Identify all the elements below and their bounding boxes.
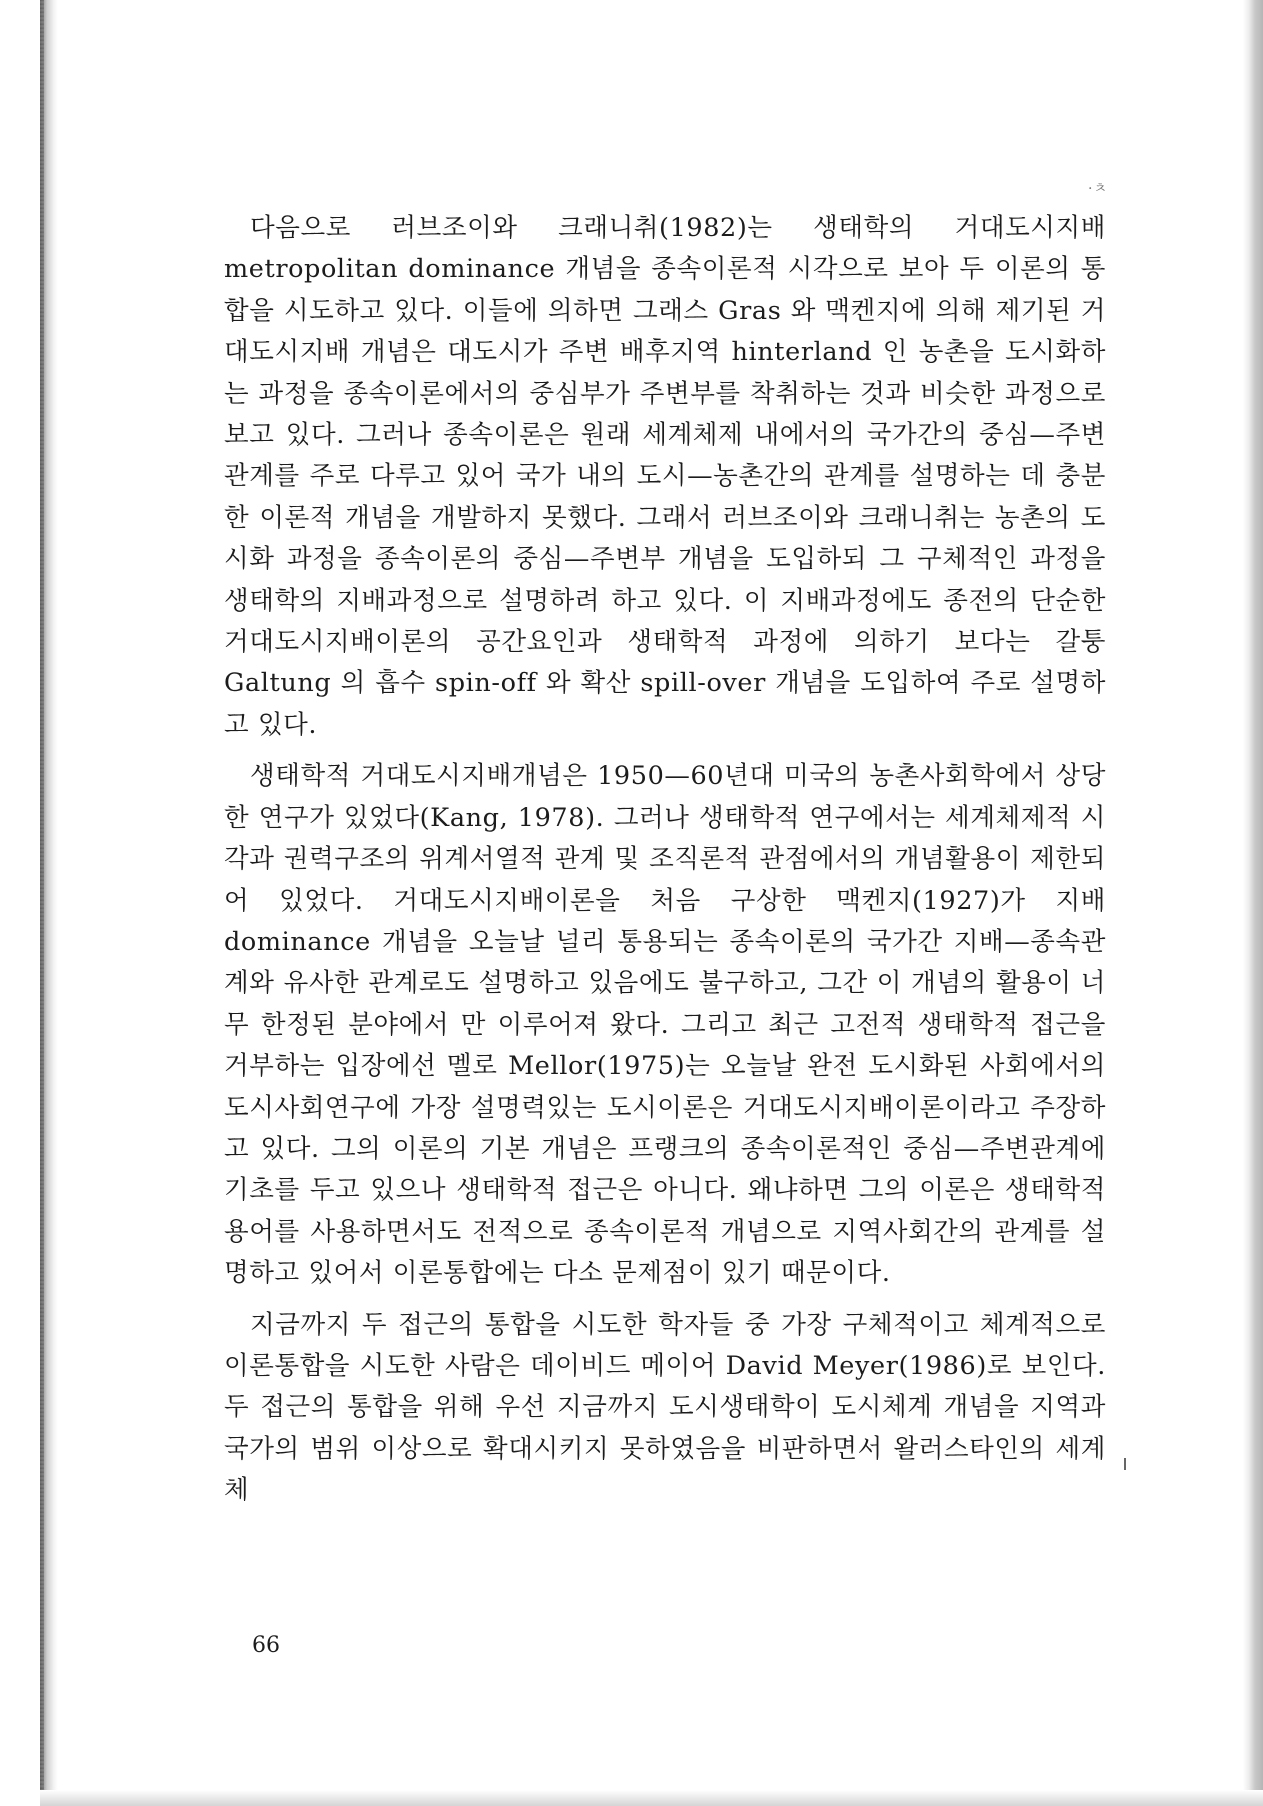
margin-mark	[1124, 1458, 1126, 1470]
paragraph-1: 다음으로 러브조이와 크래니취(1982)는 생태학의 거대도시지배 metropolitan dominance 개념을 종속이론적 시각으로 보아 두 이론의 통합을 시도하고 있다. 이들에 의하면 그래스 Gras 와 맥켄지에 의해 제기된 거대도시지배 개념은 대도시가 주변 배후지역 hinterland 인 농촌을 도시화하는 과정을 종속이론에서의 중심부가 주변부를 착취하는 것과 비슷한 과정으로 보고 있다. 그러나 종속이론은 원래 세계체제 내에서의 국가간의 중심—주변관계를 주로 다루고 있어 국가 내의 도시—농촌간의 관계를 설명하는 데 충분한 이론적 개념을 개발하지 못했다. 그래서 러브조이와 크래니취는 농촌의 도시화 과정을 종속이론의 중심—주변부 개념을 도입하되 그 구체적인 과정을 생태학의 지배과정으로 설명하려 하고 있다. 이 지배과정에도 종전의 단순한 거대도시지배이론의 공간요인과 생태학적 과정에 의하기 보다는 갈퉁 Galtung 의 흡수 spin-off 와 확산 spill-over 개념을 도입하여 주로 설명하고 있다.	[224, 213, 1106, 740]
page-bottom-shadow	[40, 1790, 1263, 1806]
paragraph-2: 생태학적 거대도시지배개념은 1950—60년대 미국의 농촌사회학에서 상당한 연구가 있었다(Kang, 1978). 그러나 생태학적 연구에서는 세계체제적 시각과 권력구조의 위계서열적 관계 및 조직론적 관점에서의 개념활용이 제한되어 있었다. 거대도시지배이론을 처음 구상한 맥켄지(1927)가 지배 dominance 개념을 오늘날 널리 통용되는 종속이론의 국가간 지배—종속관계와 유사한 관계로도 설명하고 있음에도 불구하고, 그간 이 개념의 활용이 너무 한정된 분야에서 만 이루어져 왔다. 그리고 최근 고전적 생태학적 접근을 거부하는 입장에선 멜로 Mellor(1975)는 오늘날 완전 도시화된 사회에서의 도시사회연구에 가장 설명력있는 도시이론은 거대도시지배이론이라고 주장하고 있다. 그의 이론의 기본 개념은 프랭크의 종속이론적인 중심—주변관계에 기초를 두고 있으나 생태학적 접근은 아니다. 왜냐하면 그의 이론은 생태학적 용어를 사용하면서도 전적으로 종속이론적 개념으로 지역사회간의 관계를 설명하고 있어서 이론통합에는 다소 문제점이 있기 때문이다.	[224, 761, 1106, 1289]
paragraph-3: 지금까지 두 접근의 통합을 시도한 학자들 중 가장 구체적이고 체계적으로 이론통합을 시도한 사람은 데이비드 메이어 David Meyer(1986)로 보인다. 두 접근의 통합을 위해 우선 지금까지 도시생태학이 도시체계 개념을 지역과 국가의 범위 이상으로 확대시키지 못하였음을 비판하면서 왈러스타인의 세계체	[224, 1309, 1106, 1506]
page-number: 66	[252, 1633, 280, 1658]
corner-mark: ·ㅊ	[1088, 181, 1108, 197]
page-edge-right	[1243, 0, 1263, 1806]
page-edge-left	[40, 0, 58, 1806]
body-text	[224, 208, 1106, 1522]
